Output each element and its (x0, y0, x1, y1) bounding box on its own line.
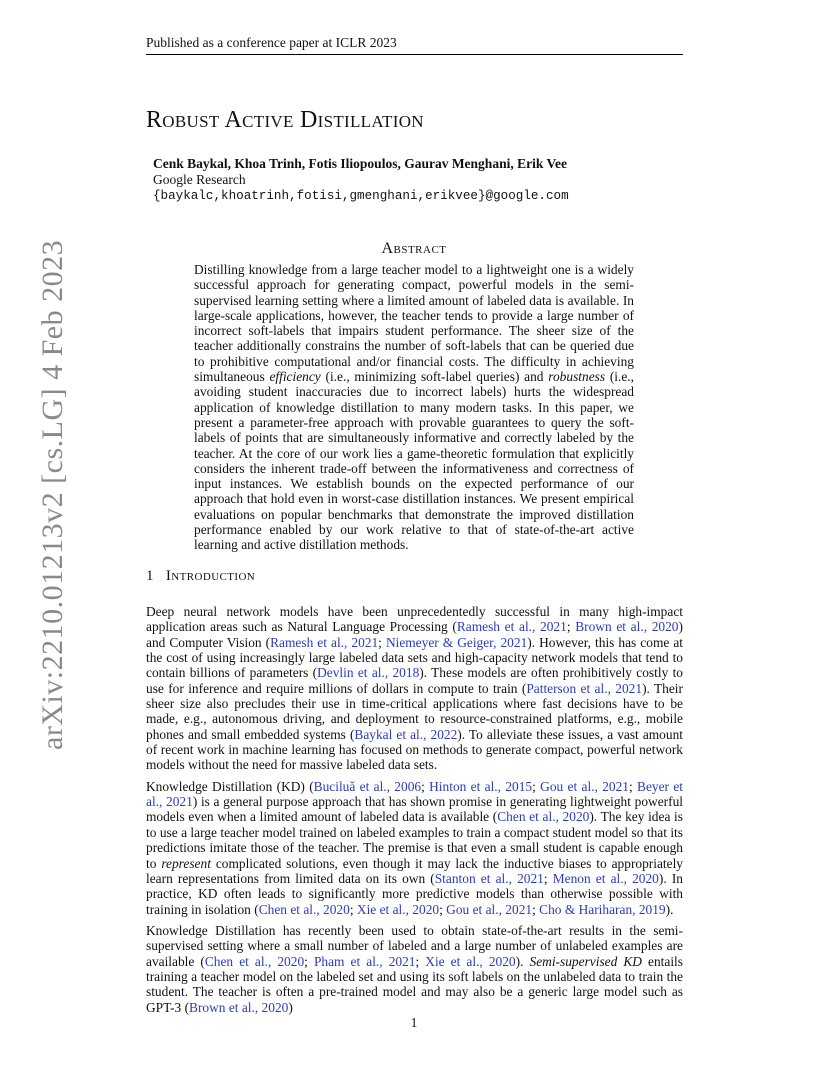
citation-link[interactable]: Chen et al., 2020 (204, 953, 305, 969)
emphasis-robustness: robustness (548, 369, 606, 385)
paragraph: Deep neural network models have been unprecedentedly successful in many high-impact application areas such as Natural Language Processing (Ramesh et al., 2021; Brown et al., 2020) and Computer Vision (Ramesh et al., 2021; Niemeyer & Geiger, 2021). However, this has come at the cost of using increasingly large labeled data sets and high-capacity network models that tend to contain billions of parameters (Devlin et al., 2018). These models are often prohibitively costly to use for inference and require millions of dollars in compute to train (Patterson et al., 2021). Their sheer size also precludes their use in time-critical applications where fast decisions have to be made, e.g., autonomous driving, and deployment to resource-constrained platforms, e.g., mobile phones and small embedded systems (Baykal et al., 2022). To alleviate these issues, a vast amount of recent work in machine learning has focused on methods to generate compact, powerful network models without the need for massive labeled data sets. (146, 604, 684, 773)
paragraph: Knowledge Distillation has recently been used to obtain state-of-the-art results in the semi-supervised setting where a small number of labeled and a large number of unlabeled examples are available (Chen et al., 2020; Pham et al., 2021; Xie et al., 2020). Semi-supervised KD entails training a teacher model on the labeled set and using its soft labels on the unlabeled data to train the student. The teacher is often a pre-trained model and may also be a generic large model such as GPT-3 (Brown et al., 2020) (146, 922, 683, 1015)
introduction-body (146, 604, 683, 1021)
citation-link[interactable]: Chen et al., 2020 (497, 809, 590, 825)
citation-link[interactable]: Niemeyer & Geiger, 2021 (385, 634, 528, 650)
page-number: 1 (410, 1015, 418, 1030)
citation-link[interactable]: Gou et al., 2021 (446, 901, 533, 917)
emphasis-semi-supervised-kd: Semi-supervised KD (529, 953, 642, 969)
citation-link[interactable]: Devlin et al., 2018 (317, 665, 420, 681)
emphasis-represent: represent (161, 855, 211, 871)
citation-link[interactable]: Buciluǎ et al., 2006 (313, 778, 422, 794)
citation-link[interactable]: Ramesh et al., 2021 (270, 634, 379, 650)
author-names: Cenk Baykal, Khoa Trinh, Fotis Iliopoulos, Gaurav Menghani, Erik Vee (153, 156, 567, 171)
citation-link[interactable]: Menon et al., 2020 (552, 870, 659, 886)
running-header: Published as a conference paper at ICLR 2023 (146, 33, 683, 55)
abstract-text: Distilling knowledge from a large teacher model to a lightweight one is a widely successful approach for generating compact, powerful models in the semi-supervised learning setting where a limited amount of labeled data is available. In large-scale applications, however, the teacher tends to provide a large number of incorrect soft-labels that impairs student performance. The sheer size of the teacher additionally constrains the number of soft-labels that can be queried due to prohibitive computational and/or financial costs. The difficulty in achieving simultaneous efficiency (i.e., minimizing soft-label queries) and robustness (i.e., avoiding student inaccuracies due to incorrect labels) hurts the widespread application of knowledge distillation to many modern tasks. In this paper, we present a parameter-free approach with provable guarantees to query the soft-labels of points that are simultaneously informative and correctly labeled by the teacher. At the core of our work lies a game-theoretic formulation that explicitly considers the inherent trade-off between the informativeness and correctness of input instances. We establish bounds on the expected performance of our approach that hold even in worst-case distillation instances. We present empirical evaluations on popular benchmarks that demonstrate the improved distillation performance enabled by our work relative to that of state-of-the-art active learning and active distillation methods. (194, 262, 634, 553)
citation-link[interactable]: Ramesh et al., 2021 (456, 619, 567, 635)
section-title: Introduction (165, 568, 256, 584)
author-block (153, 156, 673, 204)
affiliation: Google Research (153, 172, 246, 187)
citation-link[interactable]: Cho & Hariharan, 2019 (539, 901, 666, 917)
paragraph: Knowledge Distillation (KD) (Buciluǎ et al., 2006; Hinton et al., 2015; Gou et al., 2021; Beyer et al., 2021) is a general purpose approach that has shown promise in generating lightweight powerful models even when a limited amount of labeled data is available (Chen et al., 2020). The key idea is to use a large teacher model trained on labeled examples to train a compact student model so that its predictions imitate those of the teacher. The premise is that even a small student is capable enough to represent complicated solutions, even though it may lack the inductive biases to appropriately learn representations from limited data on its own (Stanton et al., 2021; Menon et al., 2020). In practice, KD often leads to significantly more predictive models than otherwise possible with training in isolation (Chen et al., 2020; Xie et al., 2020; Gou et al., 2021; Cho & Hariharan, 2019). (146, 778, 683, 917)
emphasis-efficiency: efficiency (269, 369, 321, 385)
citation-link[interactable]: Pham et al., 2021 (313, 953, 416, 969)
citation-link[interactable]: Gou et al., 2021 (540, 778, 629, 794)
citation-link[interactable]: Brown et al., 2020 (189, 999, 289, 1015)
arxiv-stamp: arXiv:2210.01213v2 [cs.LG] 4 Feb 2023 (36, 239, 69, 750)
section-heading-introduction (146, 568, 255, 585)
citation-link[interactable]: Chen et al., 2020 (258, 901, 350, 917)
citation-link[interactable]: Xie et al., 2020 (425, 953, 516, 969)
citation-link[interactable]: Patterson et al., 2021 (526, 680, 643, 696)
section-number: 1 (146, 568, 154, 584)
abstract-heading: Abstract (381, 240, 447, 257)
citation-link[interactable]: Beyer et al., 2021 (146, 778, 683, 810)
citation-link[interactable]: Hinton et al., 2015 (429, 778, 533, 794)
citation-link[interactable]: Xie et al., 2020 (356, 901, 440, 917)
paper-title: Robust Active Distillation (146, 107, 424, 133)
author-emails: {baykalc,khoatrinh,fotisi,gmenghani,erikvee}@google.com (153, 189, 569, 203)
citation-link[interactable]: Brown et al., 2020 (575, 619, 679, 635)
citation-link[interactable]: Baykal et al., 2022 (354, 726, 458, 742)
citation-link[interactable]: Stanton et al., 2021 (434, 870, 544, 886)
